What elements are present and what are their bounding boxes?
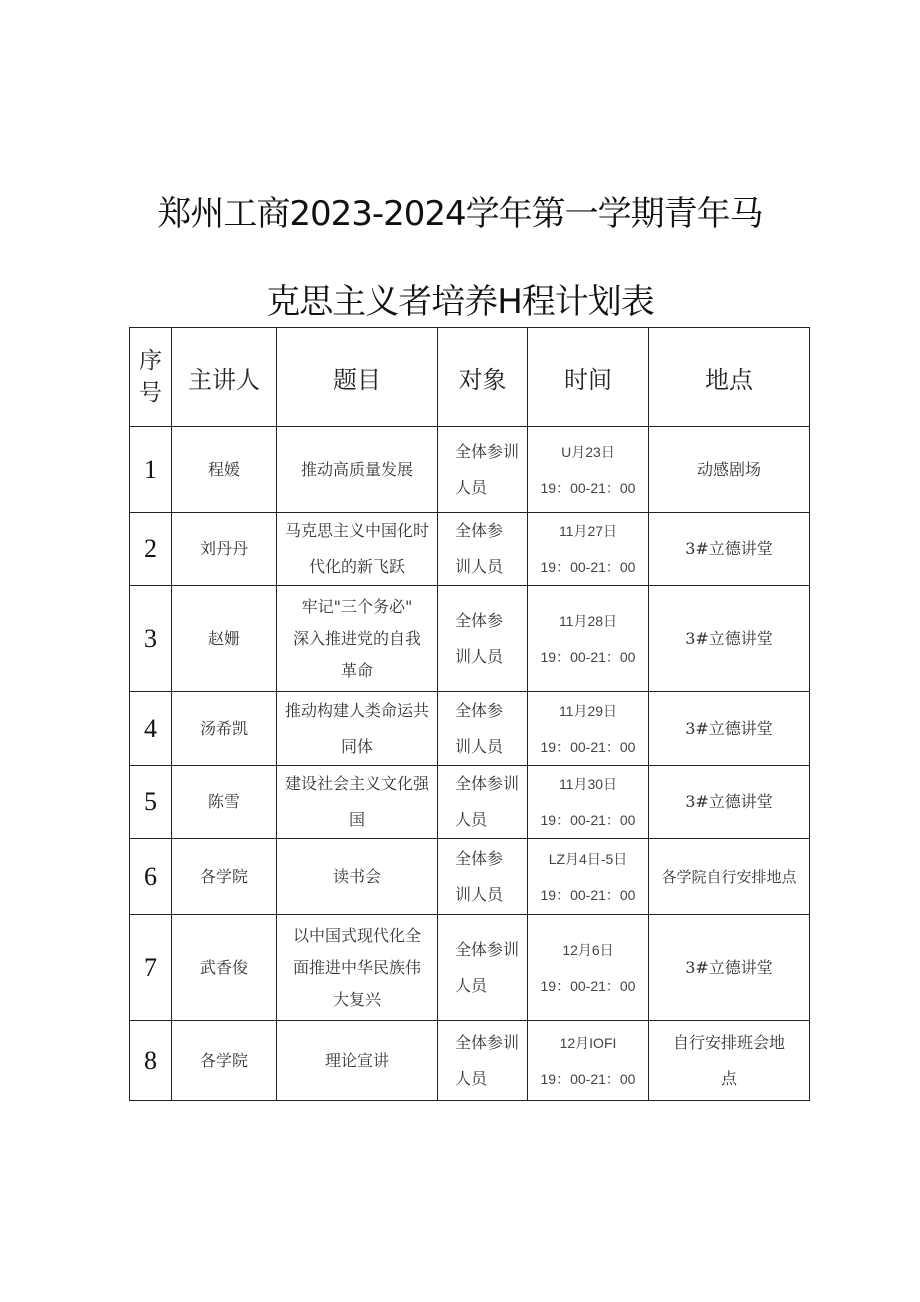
row-number: 8 xyxy=(130,1021,172,1101)
location-line: 点 xyxy=(720,1068,737,1088)
time-cell xyxy=(528,513,649,586)
date-line: 11月27日 xyxy=(558,523,618,539)
time-range-line: 19：00-21：00 xyxy=(540,738,636,755)
target-line: 全体参 xyxy=(455,521,504,540)
table-row xyxy=(130,839,810,915)
time-cell xyxy=(528,692,649,766)
topic-line: 同体 xyxy=(340,736,373,756)
speaker-cell: 汤希凯 xyxy=(172,692,277,766)
location-line: 自行安排班会地 xyxy=(672,1032,785,1052)
target-line: 人员 xyxy=(455,1068,488,1088)
target-line: 训人员 xyxy=(455,557,504,576)
speaker-cell: 程媛 xyxy=(172,427,277,513)
target-cell xyxy=(438,427,528,513)
header-speaker: 主讲人 xyxy=(172,328,277,427)
time-range-line: 19：00-21：00 xyxy=(540,1070,636,1087)
topic-cell xyxy=(277,427,438,513)
target-line: 训人员 xyxy=(455,646,504,666)
time-cell xyxy=(528,915,649,1021)
row-number: 3 xyxy=(130,586,172,692)
speaker-cell: 陈雪 xyxy=(172,766,277,839)
target-line: 人员 xyxy=(455,975,488,995)
row-number: 7 xyxy=(130,915,172,1021)
location-cell xyxy=(649,1021,810,1101)
location-line: 动感剧场 xyxy=(696,459,761,479)
target-line: 全体参 xyxy=(455,610,504,630)
target-cell xyxy=(438,1021,528,1101)
topic-line: 马克思主义中国化时 xyxy=(284,521,429,540)
location-line: 3#立德讲堂 xyxy=(685,718,773,738)
target-cell xyxy=(438,766,528,839)
row-number: 5 xyxy=(130,766,172,839)
time-cell xyxy=(528,586,649,692)
topic-cell xyxy=(277,692,438,766)
location-cell xyxy=(649,915,810,1021)
row-number: 2 xyxy=(130,513,172,586)
topic-line: 建设社会主义文化强 xyxy=(284,774,429,793)
schedule-table xyxy=(129,327,810,1101)
header-target: 对象 xyxy=(438,328,528,427)
topic-line: 推动构建人类命运共 xyxy=(284,700,429,720)
location-line: 3#立德讲堂 xyxy=(685,628,773,648)
target-line: 全体参 xyxy=(455,700,504,720)
header-seq-line: 号 xyxy=(139,380,162,406)
table-row xyxy=(130,766,810,839)
speaker-cell: 武香俊 xyxy=(172,915,277,1021)
topic-line: 面推进中华民族伟 xyxy=(292,957,421,977)
topic-line: 牢记"三个务必" xyxy=(301,596,413,616)
topic-line: 代化的新飞跃 xyxy=(308,557,405,576)
page-title-line-1: 郑州工商2023-2024学年第一学期青年马 xyxy=(157,194,763,234)
time-cell xyxy=(528,766,649,839)
header-time: 时间 xyxy=(528,328,649,427)
table-row xyxy=(130,586,810,692)
time-cell xyxy=(528,427,649,513)
location-cell xyxy=(649,427,810,513)
target-cell xyxy=(438,915,528,1021)
time-cell xyxy=(528,839,649,915)
target-cell xyxy=(438,839,528,915)
location-line: 各学院自行安排地点 xyxy=(661,867,797,886)
target-line: 全体参 xyxy=(455,848,504,868)
speaker-cell: 各学院 xyxy=(172,1021,277,1101)
header-row xyxy=(130,328,810,427)
speaker-cell: 各学院 xyxy=(172,839,277,915)
time-range-line: 19：00-21：00 xyxy=(540,479,636,496)
speaker-cell: 赵姗 xyxy=(172,586,277,692)
topic-line: 读书会 xyxy=(332,866,381,886)
location-line: 3#立德讲堂 xyxy=(685,539,773,558)
time-range-line: 19：00-21：00 xyxy=(540,812,636,828)
header-topic: 题目 xyxy=(277,328,438,427)
location-cell xyxy=(649,692,810,766)
target-cell xyxy=(438,513,528,586)
table-row xyxy=(130,427,810,513)
speaker-cell: 刘丹丹 xyxy=(172,513,277,586)
date-line: 11月28日 xyxy=(558,612,618,629)
target-line: 训人员 xyxy=(455,736,504,756)
target-line: 人员 xyxy=(455,477,488,497)
row-number: 6 xyxy=(130,839,172,915)
date-line: 11月29日 xyxy=(558,702,618,719)
topic-line: 理论宣讲 xyxy=(324,1050,389,1070)
target-cell xyxy=(438,692,528,766)
time-cell xyxy=(528,1021,649,1101)
topic-line: 深入推进党的自我 xyxy=(292,628,421,648)
topic-line: 以中国式现代化全 xyxy=(292,925,421,945)
header-seq-line: 序 xyxy=(139,348,162,374)
target-line: 训人员 xyxy=(455,884,504,904)
topic-cell xyxy=(277,513,438,586)
time-range-line: 19：00-21：00 xyxy=(540,886,636,903)
target-line: 全体参训 xyxy=(455,441,520,461)
location-cell xyxy=(649,586,810,692)
target-line: 全体参训 xyxy=(455,1032,520,1052)
time-range-line: 19：00-21：00 xyxy=(540,559,636,575)
topic-cell xyxy=(277,1021,438,1101)
target-line: 人员 xyxy=(455,810,488,829)
time-range-line: 19：00-21：00 xyxy=(540,648,636,665)
target-line: 全体参训 xyxy=(455,774,520,793)
header-location: 地点 xyxy=(649,328,810,427)
table-row xyxy=(130,692,810,766)
topic-cell xyxy=(277,586,438,692)
location-cell xyxy=(649,839,810,915)
topic-line: 革命 xyxy=(340,660,373,680)
row-number: 1 xyxy=(130,427,172,513)
time-range-line: 19：00-21：00 xyxy=(540,977,636,994)
topic-cell xyxy=(277,915,438,1021)
target-cell xyxy=(438,586,528,692)
date-line: LZ月4日-5日 xyxy=(548,850,628,867)
page-title-line-2: 克思主义者培养H程计划表 xyxy=(266,282,654,322)
topic-line: 推动高质量发展 xyxy=(300,459,413,479)
date-line: U月23日 xyxy=(561,443,615,460)
date-line: 12月6日 xyxy=(562,941,614,958)
table-row xyxy=(130,915,810,1021)
location-line: 3#立德讲堂 xyxy=(685,957,773,977)
table-row xyxy=(130,1021,810,1101)
location-line: 3#立德讲堂 xyxy=(685,792,773,811)
target-line: 全体参训 xyxy=(455,939,520,959)
table-row xyxy=(130,513,810,586)
date-line: 12月IOFI xyxy=(559,1034,617,1051)
date-line: 11月30日 xyxy=(558,776,618,792)
topic-cell xyxy=(277,839,438,915)
topic-cell xyxy=(277,766,438,839)
topic-line: 大复兴 xyxy=(332,989,381,1009)
row-number: 4 xyxy=(130,692,172,766)
location-cell xyxy=(649,513,810,586)
location-cell xyxy=(649,766,810,839)
header-seq xyxy=(130,328,172,427)
topic-line: 国 xyxy=(348,810,365,829)
